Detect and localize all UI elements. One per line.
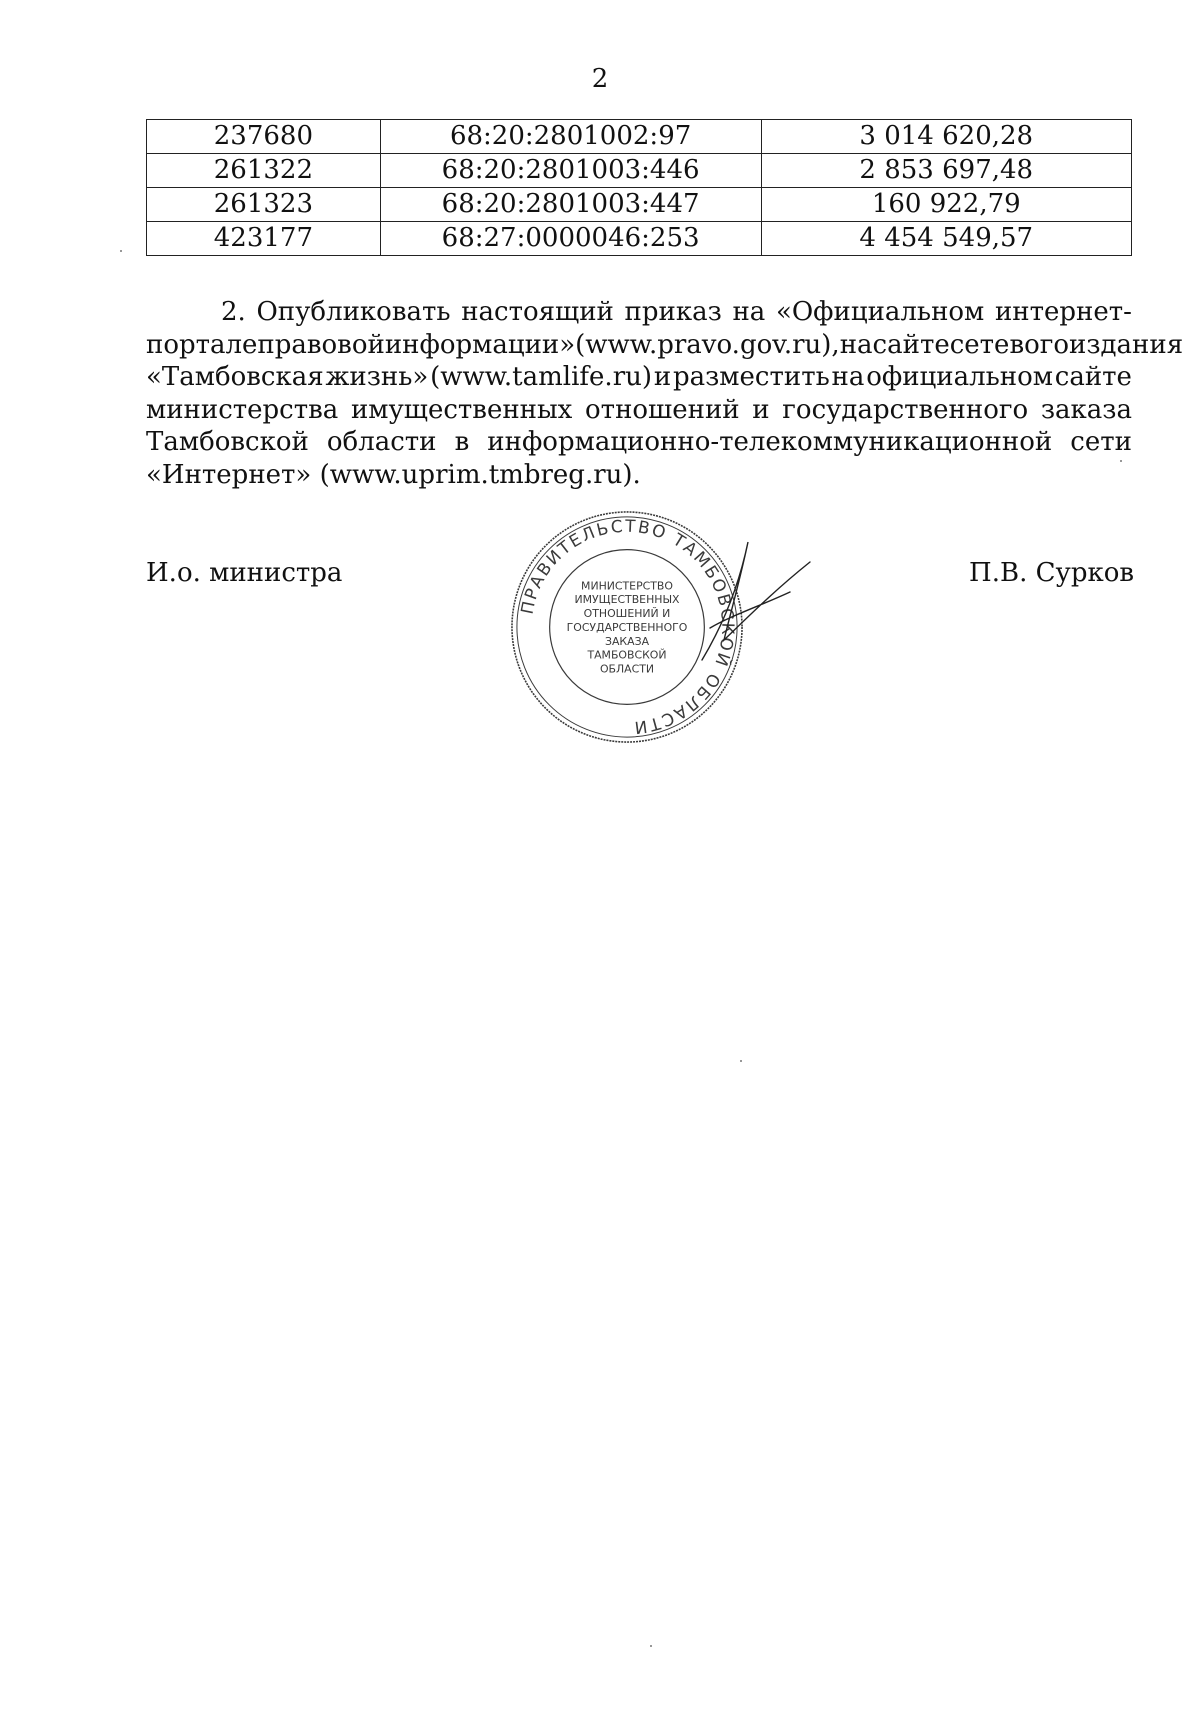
word: в bbox=[454, 427, 470, 457]
word: и bbox=[752, 394, 770, 425]
svg-text:ОТНОШЕНИЙ И: ОТНОШЕНИЙ И bbox=[583, 607, 671, 621]
word: заказа bbox=[1040, 394, 1132, 425]
word: отношений bbox=[585, 394, 740, 425]
word: Опубликовать bbox=[256, 297, 451, 327]
paragraph-line bbox=[146, 329, 1184, 362]
word: 2. bbox=[221, 297, 246, 327]
word: и bbox=[653, 362, 672, 392]
word: правовой bbox=[257, 329, 385, 360]
table-cell-id: 423177 bbox=[147, 222, 381, 256]
cadastral-table bbox=[146, 119, 1132, 256]
link-tamlife: (www.tamlife.ru) bbox=[430, 362, 653, 392]
table-cell-id: 261323 bbox=[147, 188, 381, 222]
svg-text:ИМУЩЕСТВЕННЫХ: ИМУЩЕСТВЕННЫХ bbox=[574, 593, 680, 607]
paragraph-line bbox=[146, 459, 1132, 492]
word: государственного bbox=[782, 394, 1029, 425]
word: на bbox=[732, 297, 766, 327]
paragraph-line bbox=[146, 394, 1132, 427]
scan-speck bbox=[120, 250, 122, 252]
table-cell-value: 3 014 620,28 bbox=[761, 120, 1132, 154]
signatory-role: И.о. министра bbox=[146, 558, 343, 588]
svg-text:ГОСУДАРСТВЕННОГО: ГОСУДАРСТВЕННОГО bbox=[566, 620, 688, 634]
svg-text:ЗАКАЗА: ЗАКАЗА bbox=[604, 634, 650, 648]
word: сетевого bbox=[949, 329, 1070, 360]
word: портале bbox=[146, 329, 258, 360]
word: Тамбовской bbox=[146, 427, 309, 457]
word: министерства bbox=[146, 394, 339, 425]
word: на bbox=[839, 329, 873, 360]
word: информационно-телекоммуникационной bbox=[487, 427, 1053, 457]
paragraph-line bbox=[146, 296, 1132, 329]
svg-text:МИНИСТЕРСТВО: МИНИСТЕРСТВО bbox=[581, 579, 673, 593]
publication-paragraph bbox=[146, 296, 1184, 491]
word: «Официальном bbox=[775, 297, 985, 327]
paragraph-line bbox=[146, 426, 1132, 459]
paragraph-line bbox=[146, 361, 1132, 394]
svg-text:ТАМБОВСКОЙ: ТАМБОВСКОЙ bbox=[587, 648, 667, 662]
table-cell-id: 237680 bbox=[147, 120, 381, 154]
table-row bbox=[147, 154, 1132, 188]
table-cell-id: 261322 bbox=[147, 154, 381, 188]
table-cell-value: 2 853 697,48 bbox=[761, 154, 1132, 188]
word: разместить bbox=[672, 362, 830, 392]
word: сайте bbox=[1054, 362, 1132, 392]
word: имущественных bbox=[350, 394, 573, 425]
word: информации» bbox=[384, 329, 576, 360]
scan-speck bbox=[1120, 460, 1122, 462]
table-cell-cadastral-number: 68:20:2801002:97 bbox=[380, 120, 761, 154]
scan-speck bbox=[650, 1645, 652, 1647]
scan-speck bbox=[740, 1060, 742, 1062]
word: сайте bbox=[872, 329, 950, 360]
word: жизнь» bbox=[325, 362, 429, 392]
link-pravo: (www.pravo.gov.ru), bbox=[575, 329, 840, 360]
word: области bbox=[326, 427, 437, 457]
word: официальном bbox=[866, 362, 1053, 392]
table-cell-cadastral-number: 68:20:2801003:447 bbox=[380, 188, 761, 222]
table-row bbox=[147, 120, 1132, 154]
word: приказ bbox=[624, 297, 722, 327]
word: «Тамбовская bbox=[146, 362, 324, 392]
svg-text:ОБЛАСТИ: ОБЛАСТИ bbox=[599, 662, 655, 676]
word: настоящий bbox=[461, 297, 614, 327]
link-uprim: «Интернет» (www.uprim.tmbreg.ru). bbox=[146, 459, 641, 490]
table-cell-cadastral-number: 68:20:2801003:446 bbox=[380, 154, 761, 188]
svg-text:ПРАВИТЕЛЬСТВО ТАМБОВСКОЙ ОБЛАС: ПРАВИТЕЛЬСТВО ТАМБОВСКОЙ ОБЛАСТИ bbox=[516, 515, 739, 739]
word: сети bbox=[1070, 427, 1132, 457]
handwritten-signature bbox=[690, 520, 830, 670]
table-cell-value: 4 454 549,57 bbox=[761, 222, 1132, 256]
table-cell-value: 160 922,79 bbox=[761, 188, 1132, 222]
word: интернет- bbox=[994, 297, 1132, 327]
word: издания bbox=[1069, 329, 1184, 360]
page-number: 2 bbox=[591, 64, 609, 94]
signatory-name: П.В. Сурков bbox=[969, 558, 1134, 588]
table-row bbox=[147, 222, 1132, 256]
table-row bbox=[147, 188, 1132, 222]
table-cell-cadastral-number: 68:27:0000046:253 bbox=[380, 222, 761, 256]
word: на bbox=[831, 362, 865, 392]
